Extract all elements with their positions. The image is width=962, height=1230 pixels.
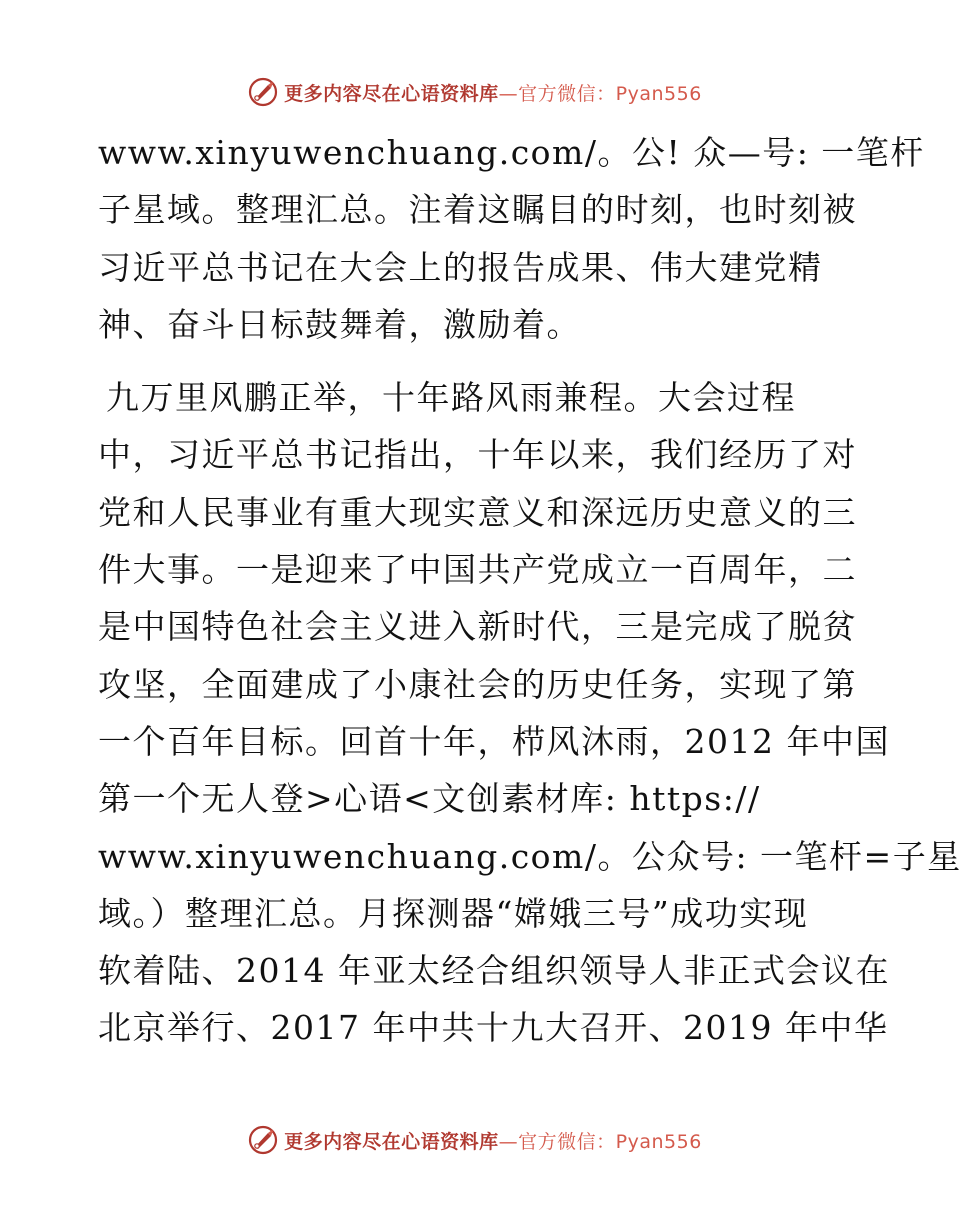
document-body	[98, 124, 962, 1057]
banner-caption	[284, 79, 702, 106]
text-line: 党和人民事业有重大现实意义和深远历史意义的三	[98, 492, 857, 532]
banner-title: 更多内容尽在心语资料库	[284, 82, 499, 105]
text-line: 件大事。一是迎来了中国共产党成立一百周年，二	[98, 550, 857, 590]
quill-seal-icon	[248, 1125, 278, 1155]
text-line: 第一个无人登>心语<文创素材库: https://	[98, 779, 761, 819]
header-banner	[0, 72, 950, 112]
text-line: 中，习近平总书记指出，十年以来，我们经历了对	[98, 435, 857, 475]
text-line: 子星域。整理汇总。注着这瞩目的时刻，也时刻被	[98, 190, 857, 230]
text-line: 域。）整理汇总。月探测器“嫦娥三号”成功实现	[98, 893, 809, 933]
text-line: www.xinyuwenchuang.com/。公! 众—号: 一笔杆	[98, 133, 925, 172]
banner-title: 更多内容尽在心语资料库	[284, 1130, 499, 1153]
text-line: 一个百年目标。回首十年，栉风沐雨，2012 年中国	[98, 721, 890, 761]
banner-wechat: —官方微信：Pyan556	[498, 1130, 702, 1153]
paragraph-2	[98, 369, 962, 1057]
banner-wechat: —官方微信：Pyan556	[498, 82, 702, 105]
quill-seal-icon	[248, 77, 278, 107]
text-line: 北京举行、2017 年中共十九大召开、2019 年中华	[98, 1008, 889, 1048]
text-line: 神、奋斗日标鼓舞着，激励着。	[98, 304, 581, 344]
text-line: 攻坚，全面建成了小康社会的历史任务，实现了第	[98, 664, 857, 704]
text-line: www.xinyuwenchuang.com/。公众号: 一笔杆=子星	[98, 836, 962, 876]
text-line: 是中国特色社会主义进入新时代，三是完成了脱贫	[98, 607, 857, 647]
text-line: 习近平总书记在大会上的报告成果、伟大建党精	[98, 247, 823, 287]
banner-caption	[284, 1127, 702, 1154]
paragraph-gap	[98, 353, 858, 369]
text-line: 九万里风鹏正举，十年路风雨兼程。大会过程	[106, 378, 796, 418]
footer-banner	[0, 1120, 950, 1160]
paragraph-1	[98, 124, 925, 353]
text-line: 软着陆、2014 年亚太经合组织领导人非正式会议在	[98, 951, 890, 991]
